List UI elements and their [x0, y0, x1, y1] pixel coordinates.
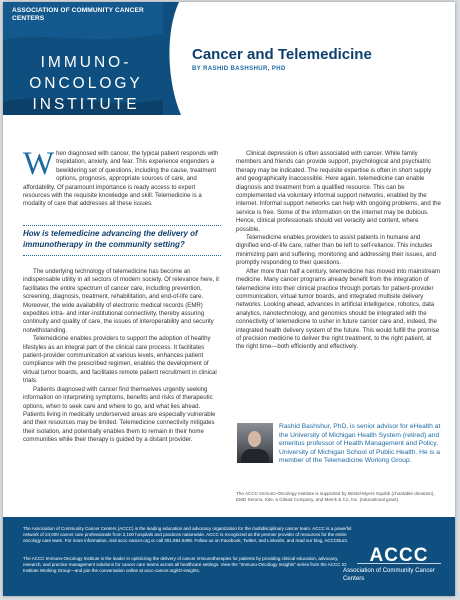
footer-about-accc: The Association of Community Cancer Centers (ACCC) is the leading education and advocacy organization for the multidisciplinary cancer team. ACCC is a powerful network of 24,000 cancer care professionals from 2,100 hospitals and practices nationwide. ACCC is recognized as the premier provider of resources for the entire oncology care team. For more information, visit accc-cancer.org or call 301.984.9496. Follow us on Facebook, Twitter, and LinkedIn, and read our blog, ACCCBuzz.	[23, 526, 352, 543]
body-paragraph: After more than half a century, telemedicine has moved into mainstream medicine. Many cancer programs already benefit from the integration of telemedicine into their clinical practice through portals for patient-provider communication, virtual tumor boards, and integrated multisite delivery networks. Looking ahead, advances in artificial intelligence, robotics, data analytics, nanotechnology, and genomics should be integrated with the connectivity of telemedicine to usher in future cancer care and, indeed, the integrated health delivery system of the future. This would fulfill the promise of precision medicine to deliver the right treatment, to the right patient, at the right time—both efficiently and effectively.	[236, 267, 440, 351]
question-rule-bottom	[23, 255, 221, 256]
document-page	[3, 2, 455, 596]
section-question: How is telemedicine advancing the delivery of immunotherapy in the community setting?	[23, 229, 198, 249]
body-paragraph: Telemedicine enables providers to assist patients in humane and dignified end-of-life care, rather than be left to self-reliance. This includes minimizing pain and suffering, monitoring and addressing their issues, and promptly responding to their questions.	[236, 234, 437, 267]
intro-text: hen diagnosed with cancer, the typical patient responds with trepidation, anxiety, and fear. This experience engenders a bewildering set of questions, including the cause, treatment options, prognosis, appropriate sources of care, and affordability. Of paramount importance is ready access to expert resources with the requisite knowledge and skill. Telemedicine is a modality of care that addresses all these issues.	[23, 150, 219, 208]
institute-title-line: IMMUNO-	[40, 54, 132, 71]
support-note: The ACCC Immuno-Oncology Institute is supported by Bristol-Myers Squibb (charitable donation), EMD Serono, Kite, a Gilead Company, and Merck & Co, Inc. (educational grant).	[236, 491, 435, 502]
footer-about-institute: The ACCC Immuno-Oncology Institute is the leader in optimizing the delivery of cancer immunotherapies for patients by providing clinical education, advocacy, research, and practice management solutions for cancer care teams across all healthcare settings. View the "Immuno-Oncology Insights" series from the ACCC IO Institute Working Group—and join the conversation online at accc-cancer.org/IO-insights.	[23, 556, 347, 573]
right-column-body	[236, 150, 441, 352]
article-title: Cancer and Telemedicine	[192, 46, 372, 63]
author-bio: Rashid Bashshur, PhD, is senior advisor for eHealth at the University of Michigan Health System (retired) and emeritus professor of Health Management and Policy, University of Michigan School of Public Health. He is a member of the Telemedicine Working Group.	[279, 423, 441, 465]
page-header	[3, 2, 455, 115]
author-photo	[237, 423, 273, 463]
institute-title-line: ONCOLOGY	[29, 75, 143, 92]
accc-logo-icon	[357, 544, 441, 564]
association-name: ASSOCIATION OF COMMUNITY CANCER CENTERS	[12, 7, 144, 22]
institute-banner	[3, 2, 169, 115]
institute-title-line: INSTITUTE	[32, 96, 140, 113]
body-paragraph: Telemedicine enables providers to support the adoption of healthy lifestyles as an integral part of the clinical care process. It facilitates patient-provider communication at various levels, enhances patient compliance with the prescribed regimen, enables the development of virtual tumor boards, and facilitates remote patient recruitment in clinical trials.	[23, 335, 217, 385]
left-column-body	[23, 268, 221, 445]
article-byline: BY RASHID BASHSHUR, PHD	[192, 66, 286, 72]
author-suit	[241, 449, 269, 463]
question-rule-top	[23, 225, 221, 226]
accc-logo-name: Association of Community Cancer Centers	[343, 567, 435, 582]
accc-logo-text: ACCC	[369, 545, 429, 564]
institute-title	[3, 52, 169, 115]
body-paragraph: The underlying technology of telemedicine has become an indispensable utility in all sectors of modern society. Of relevance here, it facilitates the entire spectrum of cancer care, including prevention, screening, diagnosis, treatment, rehabilitation, and end-of-life care. Moreover, the wide availability of electronic medical records (EMR) expedites intra- and inter-institutional connectivity, thereby assuring continuity and quality of care, the issues of interoperability and security notwithstanding.	[23, 268, 219, 334]
author-face	[248, 431, 261, 447]
intro-paragraph	[23, 146, 221, 209]
drop-cap: W	[23, 146, 55, 182]
body-paragraph: Patients diagnosed with cancer find themselves urgently seeking information on interpreting symptoms, benefits and risks of therapeutic options, when to seek care and where to go, and what lies ahead. Patients living in medically underserved areas are especially vulnerable and their resources may be limited. Telemedicine connectivity mitigates their isolation, and potentially enables them to remain in their home communities while their therapy is guided by a distant provider.	[23, 385, 216, 444]
page-footer	[3, 517, 455, 596]
body-paragraph: Clinical depression is often associated with cancer. While family members and friends can provide support, psychological and psychiatric therapy may be indicated. The requisite expertise is often in short supply and geographically inaccessible. Here again, telemedicine can enable diagnosis and treatment from a qualified resource. This can be complemented via voluntary informal support networks, enabled by the internet. Informal support networks can help with ongoing problems, and the service is free. Some of the information on the internet may be dubious. Hence, clinical professionals should vet veracity and content, where possible.	[236, 150, 441, 233]
